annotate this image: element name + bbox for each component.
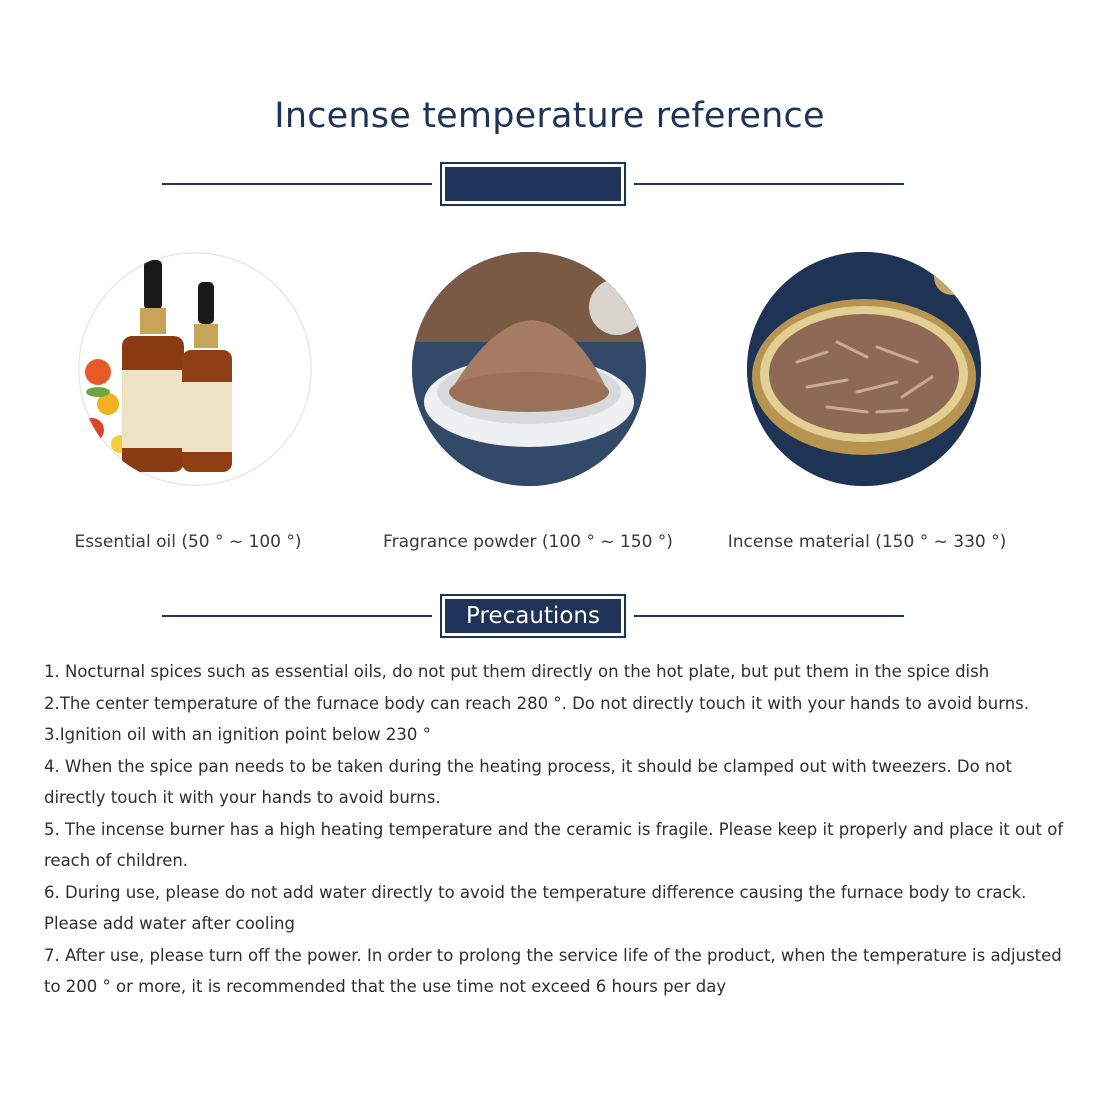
fragrance-powder-caption: Fragrance powder (100 ° ~ 150 °)	[383, 532, 673, 552]
incense-material-image	[747, 252, 981, 486]
page-title: Incense temperature reference	[274, 96, 825, 136]
precaution-item: 6. During use, please do not add water directly to avoid the temperature difference causing the furnace body to crack. Please add water after cooling	[44, 882, 1027, 933]
precaution-item: 1. Nocturnal spices such as essential oils, do not put them directly on the hot plate, but put them in the spice dish	[44, 662, 990, 681]
precautions-badge	[440, 594, 626, 638]
precaution-item: 5. The incense burner has a high heating temperature and the ceramic is fragile. Please keep it properly and place it out of reach of children.	[44, 819, 1064, 870]
fragrance-powder-image	[412, 252, 646, 486]
essential-oil-caption: Essential oil (50 ° ~ 100 °)	[74, 532, 302, 552]
precautions-divider	[162, 594, 904, 638]
precautions-list	[44, 656, 1074, 1003]
essential-oil-bottles-icon	[78, 252, 312, 486]
divider-line-left	[162, 615, 432, 617]
incense-wood-chips-icon	[747, 252, 981, 486]
precaution-item: 3.Ignition oil with an ignition point below 230 °	[44, 725, 431, 744]
essential-oil-image	[78, 252, 312, 486]
title-divider	[162, 162, 904, 206]
fragrance-powder-bowl-icon	[412, 252, 646, 486]
precaution-item: 2.The center temperature of the furnace body can reach 280 °. Do not directly touch it with your hands to avoid burns.	[44, 693, 1030, 713]
precaution-item: 4. When the spice pan needs to be taken during the heating process, it should be clamped out with tweezers. Do not directly touch it with your hands to avoid burns.	[44, 756, 1012, 807]
divider-line-right	[634, 183, 904, 185]
divider-line-left	[162, 183, 432, 185]
incense-material-caption: Incense material (150 ° ~ 330 °)	[727, 532, 1007, 552]
precautions-heading: Precautions	[445, 599, 621, 633]
divider-line-right	[634, 615, 904, 617]
precaution-item: 7. After use, please turn off the power. In order to prolong the service life of the product, when the temperature is adjusted to 200 ° or more, it is recommended that the use time not exceed 6 hours per day	[44, 945, 1062, 996]
divider-badge	[440, 162, 626, 206]
